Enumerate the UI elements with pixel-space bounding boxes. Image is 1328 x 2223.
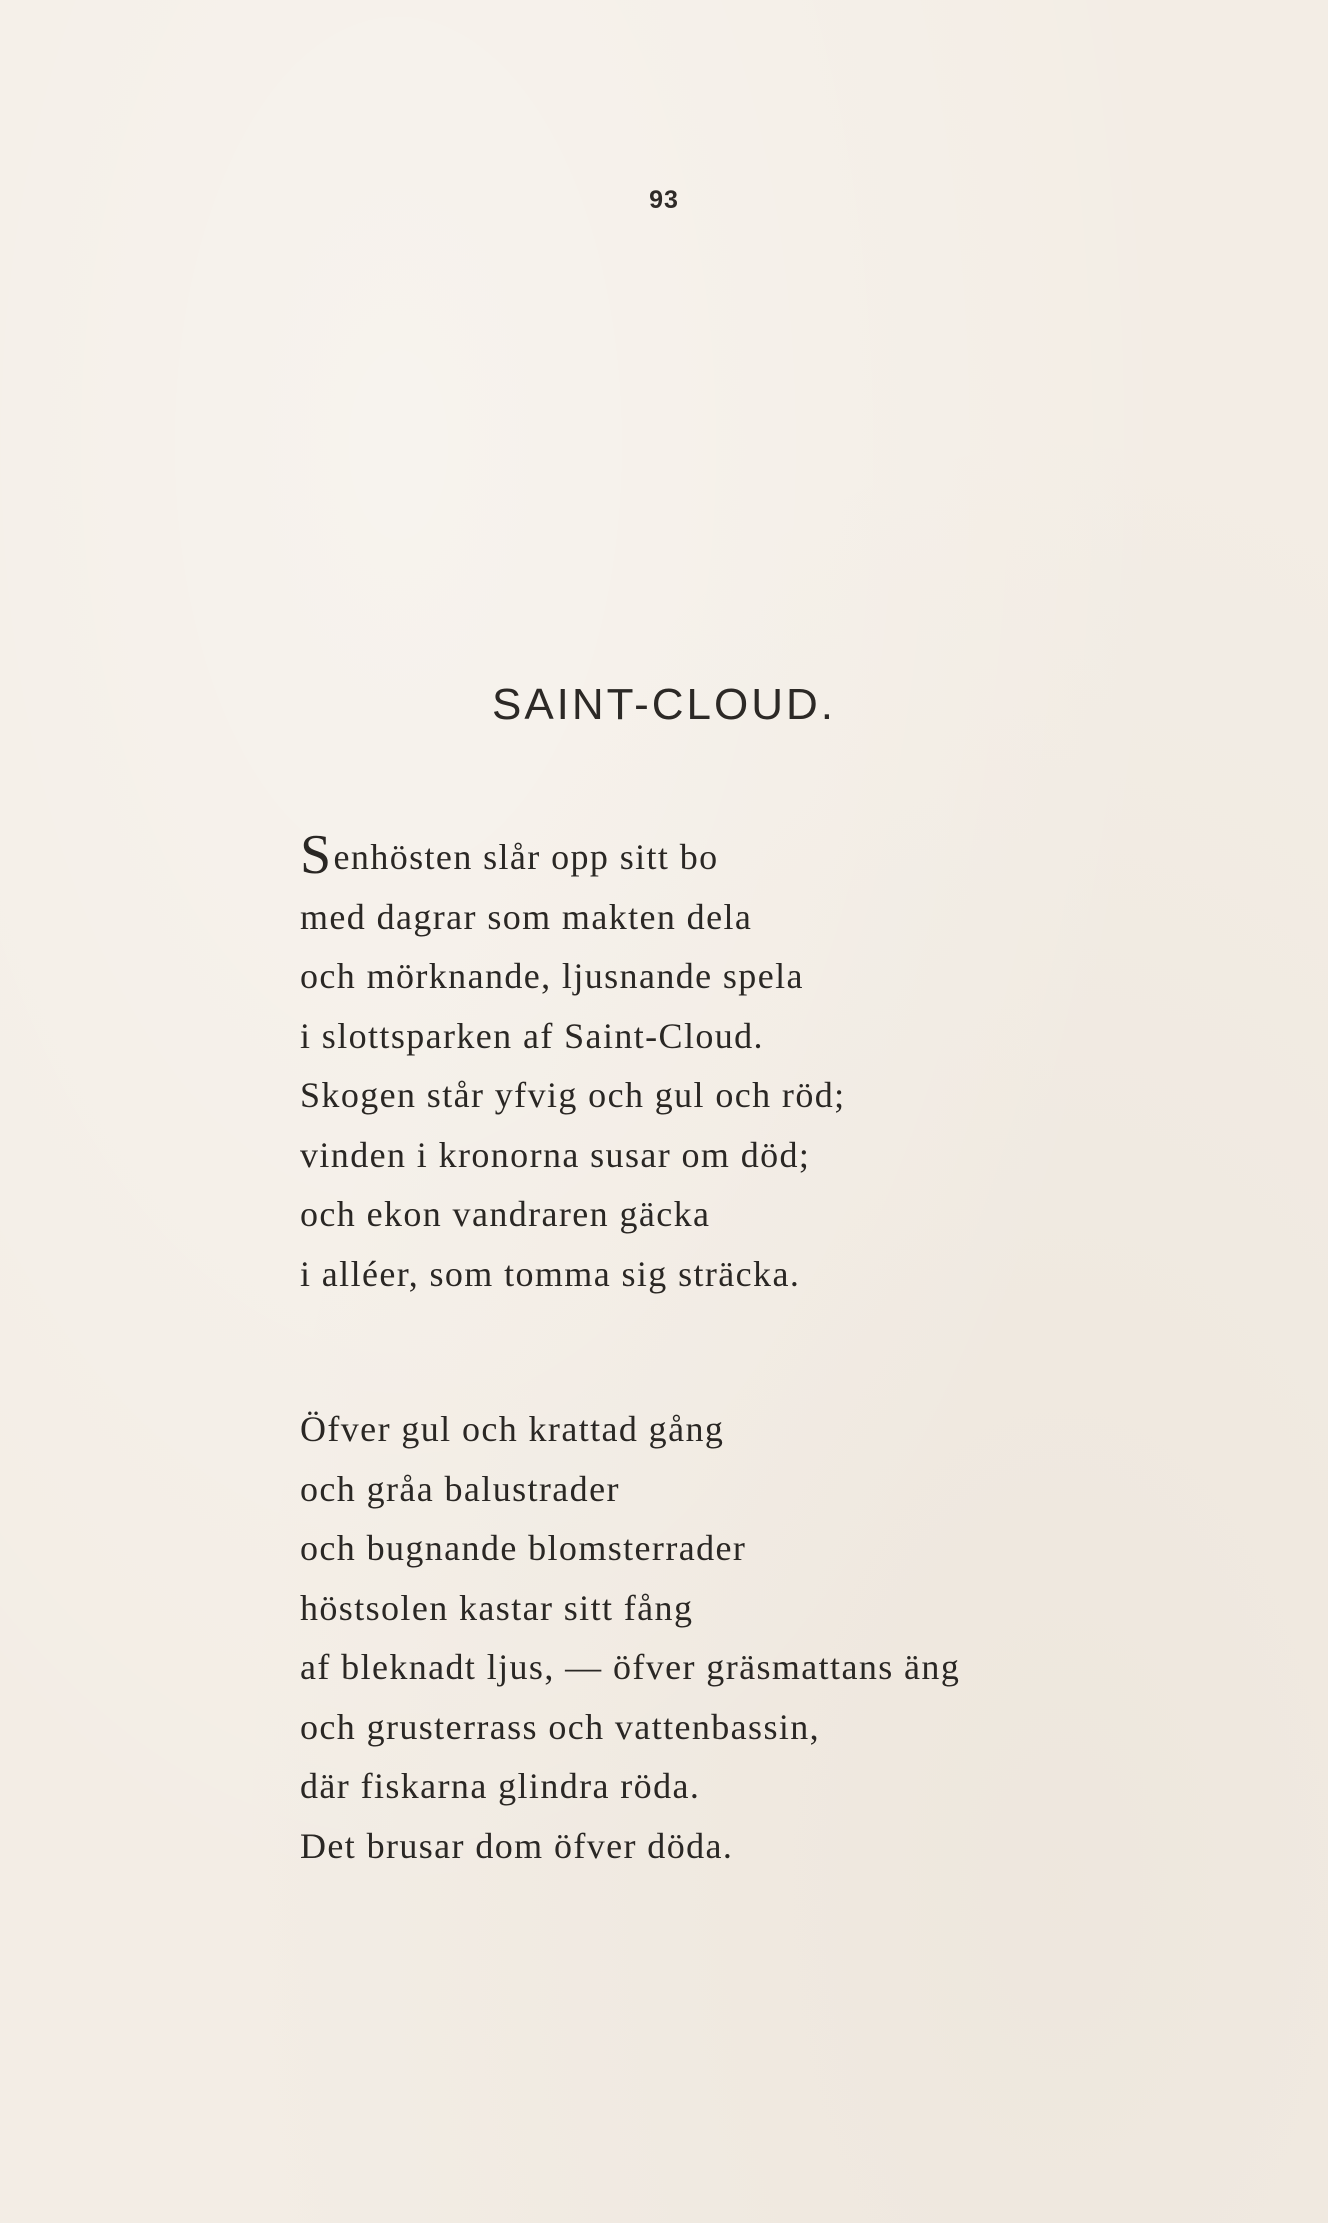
poem-line: och ekon vandraren gäcka [300,1194,711,1234]
stanza-2 [300,1400,1300,1876]
poem-line: i slottsparken af Saint-Cloud. [300,1015,764,1056]
poem-line: Skogen står yfvig och gul och röd; [300,1075,846,1115]
poem-line: och grusterrass och vattenbassin, [300,1706,821,1747]
poem-line: och bugnande blomsterrader [300,1528,747,1568]
poem-line: af bleknadt ljus, — öfver gräsmattans äng [300,1647,961,1687]
poem-line: och gråa balustrader [300,1468,620,1509]
poem-title: SAINT-CLOUD. [491,680,837,729]
poem-line: Det brusar dom öfver döda. [300,1825,734,1866]
poem-line [300,824,1300,888]
poem-line-text: enhösten slår opp sitt bo [333,837,719,877]
page-number: 93 [649,186,679,214]
stanza-1 [300,824,1300,1304]
poem-line: där fiskarna glindra röda. [300,1766,701,1806]
poem-line: med dagrar som makten dela [300,896,753,937]
poem-line: i alléer, som tomma sig sträcka. [300,1253,801,1294]
poem-line: vinden i kronorna susar om död; [300,1134,811,1175]
poem-line: Öfver gul och krattad gång [300,1409,725,1449]
drop-cap: S [300,824,333,886]
poem-line: och mörknande, ljusnande spela [300,956,804,996]
poem-line: höstsolen kastar sitt fång [300,1587,694,1628]
